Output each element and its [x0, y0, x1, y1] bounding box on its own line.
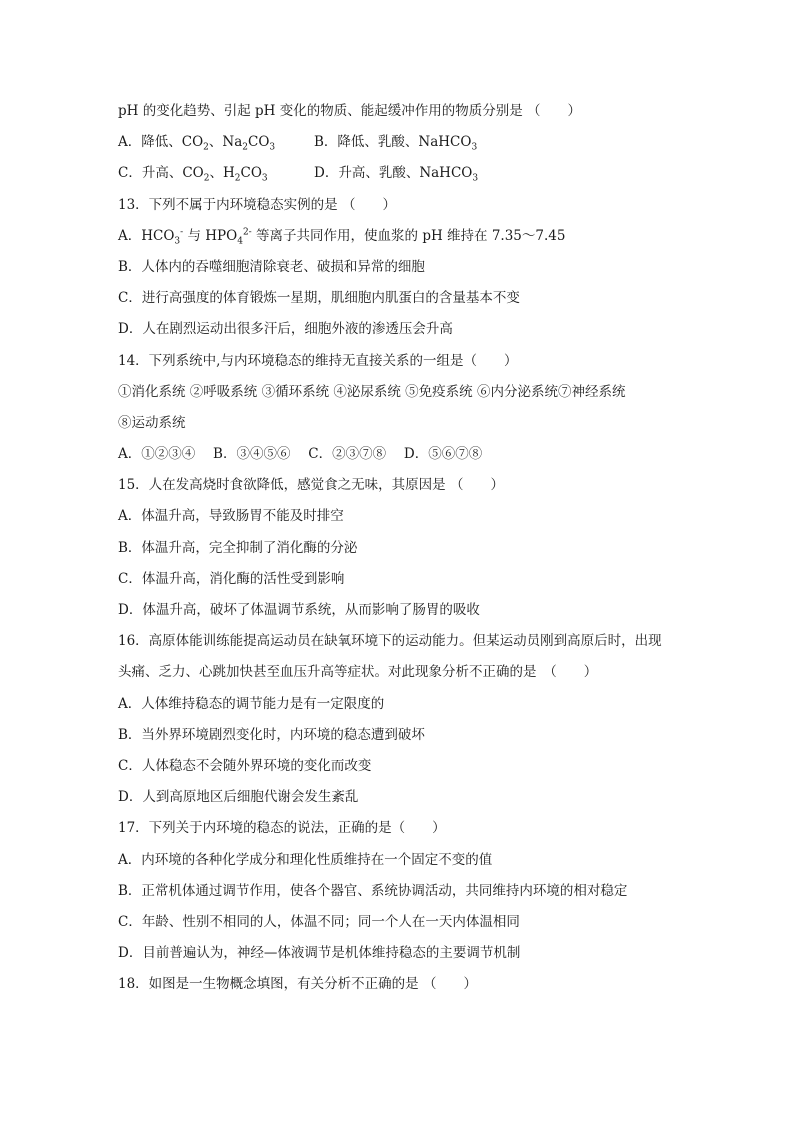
question-12-options-row2 — [118, 158, 678, 189]
question-16-option-c: C．人体稳态不会随外界环境的变化而改变 — [118, 757, 372, 774]
question-17-option-a: A．内环境的各种化学成分和理化性质维持在一个固定不变的值 — [118, 851, 493, 868]
question-13-option-b: B．人体内的吞噬细胞清除衰老、破损和异常的细胞 — [118, 258, 425, 275]
question-14-systems: ①消化系统 ②呼吸系统 ③循环系统 ④泌尿系统 ⑤免疫系统 ⑥内分泌系统⑦神经系统 — [118, 383, 626, 400]
question-16-option-a: A．人体维持稳态的调节能力是有一定限度的 — [118, 695, 385, 712]
question-16-stem-line2: 头痛、乏力、心跳加快甚至血压升高等症状。对此现象分析不正确的是 （ ） — [118, 664, 598, 681]
question-13-option-c: C．进行高强度的体育锻炼一星期，肌细胞内肌蛋白的含量基本不变 — [118, 290, 520, 307]
question-14-systems-cont: ⑧运动系统 — [118, 414, 186, 431]
document-page — [118, 96, 678, 1000]
option-c: C．升高、$CO_2$、$H_2CO_3$ — [118, 165, 268, 185]
question-15-option-d: D．体温升高，破坏了体温调节系统，从而影响了肠胃的吸收 — [118, 602, 480, 618]
question-15-option-b: B．体温升高，完全抑制了消化酶的分泌 — [118, 539, 358, 556]
option-b: B．降低、乳酸、NaHCO$_3$ — [314, 134, 478, 153]
question-17-stem: 17．下列关于内环境的稳态的说法，正确的是（ ） — [118, 820, 446, 837]
question-14-stem: 14．下列系统中,与内环境稳态的维持无直接关系的一组是（ ） — [118, 352, 518, 369]
question-15-option-a: A．体温升高，导致肠胃不能及时排空 — [118, 508, 344, 525]
question-17-option-c: C．年龄、性别不相同的人，体温不同；同一个人在一天内体温相同 — [118, 913, 520, 930]
question-16-option-d: D．人到高原地区后细胞代谢会发生紊乱 — [118, 789, 359, 806]
question-13-stem: 13．下列不属于内环境稳态实例的是 （ ） — [118, 196, 396, 213]
question-15-option-c: C．体温升高，消化酶的活性受到影响 — [118, 570, 345, 587]
question-17-option-b: B．正常机体通过调节作用，使各个器官、系统协调活动，共同维持内环境的相对稳定 — [118, 882, 628, 899]
question-18-stem: 18．如图是一生物概念填图，有关分析不正确的是 （ ） — [118, 976, 477, 993]
option-a: A．降低、$CO_2$、$Na_2CO_3$ — [118, 134, 276, 153]
question-13-option-d: D．人在剧烈运动出很多汗后，细胞外液的渗透压会升高 — [118, 321, 453, 338]
question-16-stem-line1: 16．高原体能训练能提高运动员在缺氧环境下的运动能力。但某运动员刚到高原后时，出现 — [118, 633, 662, 650]
question-17-option-d: D．目前普遍认为，神经—体液调节是机体维持稳态的主要调节机制 — [118, 945, 521, 962]
question-15-stem: 15．人在发高烧时食欲降低，感觉食之无味，其原因是 （ ） — [118, 477, 504, 494]
option-d: D．升高、乳酸、NaHCO$_3$ — [314, 165, 479, 185]
question-12-stem: pH 的变化趋势、引起 pH 变化的物质、能起缓冲作用的物质分别是 （ ） — [118, 103, 581, 119]
question-13-option-a: A．$HCO_3^-$ 与 $HPO_4^{2-}$ 等离子共同作用，使血浆的 pH 维持在 7.35～7.45 — [118, 227, 566, 247]
question-12-options-row1 — [118, 127, 678, 158]
question-16-option-b: B．当外界环境剧烈变化时，内环境的稳态遭到破坏 — [118, 726, 425, 743]
question-14-options: A．①②③④ B．③④⑤⑥ C．②③⑦⑧ D．⑤⑥⑦⑧ — [118, 446, 483, 463]
